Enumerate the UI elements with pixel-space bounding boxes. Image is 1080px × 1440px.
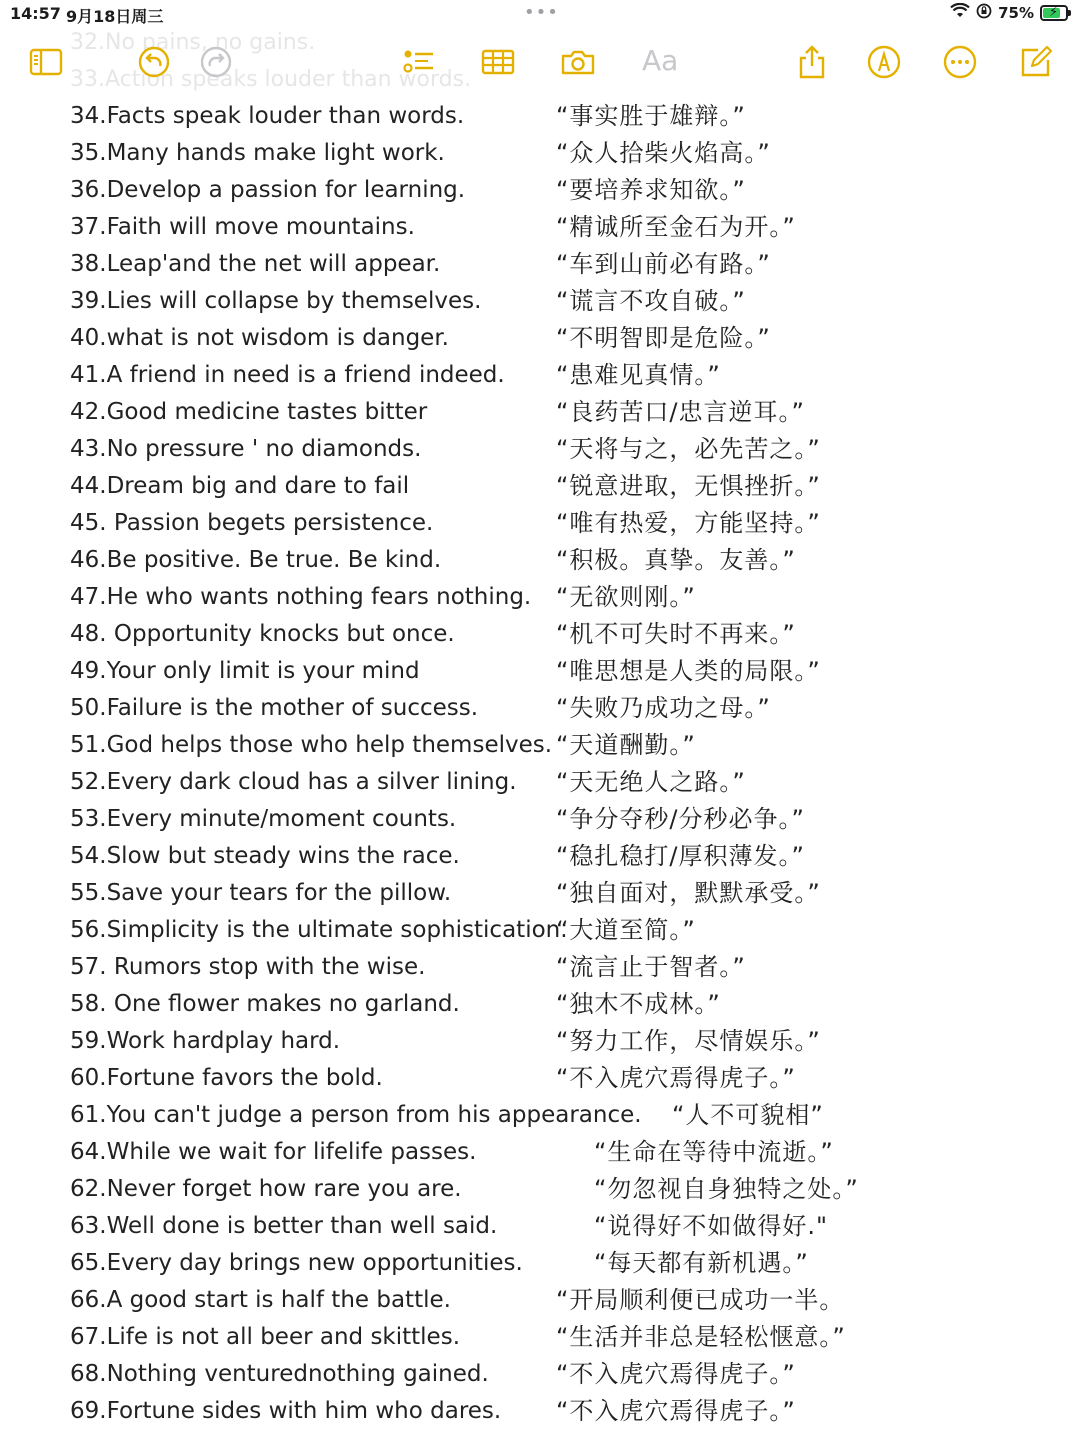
- english-proverb: 57. Rumors stop with the wise.: [70, 954, 426, 980]
- english-proverb: 53.Every minute/moment counts.: [70, 806, 457, 832]
- notes-toolbar: [0, 32, 1080, 88]
- chinese-translation: “无欲则刚。”: [556, 583, 696, 611]
- english-proverb: 62.Never forget how rare you are.: [70, 1176, 462, 1202]
- chinese-translation: “众人拾柴火焰高。”: [556, 139, 771, 167]
- english-proverb: 50.Failure is the mother of success.: [70, 695, 479, 721]
- english-proverb: 52.Every dark cloud has a silver lining.: [70, 769, 517, 795]
- english-proverb: 54.Slow but steady wins the race.: [70, 843, 460, 869]
- note-line[interactable]: [0, 727, 1080, 764]
- undo-icon: [136, 44, 172, 80]
- chinese-translation: “大道至简。”: [556, 916, 696, 944]
- markup-button[interactable]: [864, 42, 904, 82]
- note-line[interactable]: [0, 209, 1080, 246]
- battery-icon: [1040, 5, 1068, 21]
- english-proverb: 44.Dream big and dare to fail: [70, 473, 410, 499]
- chinese-translation: “人不可貌相”: [672, 1101, 824, 1129]
- chinese-translation: “生命在等待中流逝。”: [594, 1138, 834, 1166]
- note-line[interactable]: [0, 246, 1080, 283]
- charging-bolt-icon: ⚡: [1049, 5, 1059, 20]
- note-line[interactable]: [0, 394, 1080, 431]
- share-icon: [794, 44, 830, 80]
- note-line[interactable]: [0, 1319, 1080, 1356]
- chinese-translation: “每天都有新机遇。”: [594, 1249, 809, 1277]
- chinese-translation: “要培养求知欲。”: [556, 176, 746, 204]
- status-bar: [0, 0, 1080, 28]
- wifi-icon: [950, 3, 970, 23]
- status-date: 9月18日周三: [66, 7, 164, 26]
- note-line[interactable]: [0, 1134, 1080, 1171]
- chinese-translation: “说得好不如做得好.": [594, 1212, 829, 1240]
- english-proverb: 55.Save your tears for the pillow.: [70, 880, 452, 906]
- more-options-button[interactable]: [940, 42, 980, 82]
- chinese-translation: “勿忽视自身独特之处。”: [594, 1175, 859, 1203]
- chinese-translation: “锐意进取，无惧挫折。”: [556, 472, 821, 500]
- chinese-translation: “不入虎穴焉得虎子。”: [556, 1064, 796, 1092]
- camera-button[interactable]: [558, 42, 598, 82]
- english-proverb: 41.A friend in need is a friend indeed.: [70, 362, 505, 388]
- english-proverb: 45. Passion begets persistence.: [70, 510, 434, 536]
- chinese-translation: “良药苦口/忠言逆耳。”: [556, 398, 805, 426]
- note-line[interactable]: [0, 1393, 1080, 1430]
- note-line[interactable]: [0, 764, 1080, 801]
- compose-icon: [1018, 44, 1054, 80]
- chinese-translation: “事实胜于雄辩。”: [556, 102, 746, 130]
- chinese-translation: “唯有热爱，方能坚持。”: [556, 509, 821, 537]
- chinese-translation: “稳扎稳打/厚积薄发。”: [556, 842, 805, 870]
- chinese-translation: “不入虎穴焉得虎子。”: [556, 1360, 796, 1388]
- chinese-translation: “流言止于智者。”: [556, 953, 746, 981]
- english-proverb: 66.A good start is half the battle.: [70, 1287, 451, 1313]
- redo-icon: [198, 44, 234, 80]
- chinese-translation: “积极。真挚。友善。”: [556, 546, 796, 574]
- note-line[interactable]: [0, 1097, 1080, 1134]
- battery-percent: 75%: [998, 4, 1034, 22]
- checklist-button[interactable]: [398, 42, 438, 82]
- note-line[interactable]: [0, 468, 1080, 505]
- note-line[interactable]: [0, 690, 1080, 727]
- english-proverb: 46.Be positive. Be true. Be kind.: [70, 547, 442, 573]
- english-proverb: 61.You can't judge a person from his appearance.: [70, 1102, 642, 1128]
- note-line[interactable]: [0, 431, 1080, 468]
- sidebar-toggle-button[interactable]: [26, 42, 66, 82]
- english-proverb: 35.Many hands make light work.: [70, 140, 445, 166]
- note-line[interactable]: [0, 172, 1080, 209]
- ghost-line: 32.No pains, no gains.: [70, 30, 316, 55]
- note-line[interactable]: [0, 1208, 1080, 1245]
- chinese-translation: “失败乃成功之母。”: [556, 694, 771, 722]
- english-proverb: 38.Leap'and the net will appear.: [70, 251, 441, 277]
- chinese-translation: “努力工作，尽情娱乐。”: [556, 1027, 821, 1055]
- english-proverb: 47.He who wants nothing fears nothing.: [70, 584, 532, 610]
- english-proverb: 58. One flower makes no garland.: [70, 991, 460, 1017]
- undo-button[interactable]: [134, 42, 174, 82]
- note-line[interactable]: [0, 653, 1080, 690]
- chinese-translation: “患难见真情。”: [556, 361, 721, 389]
- note-line[interactable]: [0, 1245, 1080, 1282]
- new-note-button[interactable]: [1016, 42, 1056, 82]
- share-button[interactable]: [792, 42, 832, 82]
- note-line[interactable]: [0, 357, 1080, 394]
- table-button[interactable]: [478, 42, 518, 82]
- english-proverb: 63.Well done is better than well said.: [70, 1213, 498, 1239]
- chinese-translation: “独木不成林。”: [556, 990, 721, 1018]
- chinese-translation: “独自面对，默默承受。”: [556, 879, 821, 907]
- note-line[interactable]: [0, 1060, 1080, 1097]
- chinese-translation: “天无绝人之路。”: [556, 768, 746, 796]
- english-proverb: 43.No pressure ' no diamonds.: [70, 436, 422, 462]
- orientation-lock-icon: [976, 3, 992, 23]
- note-line[interactable]: [0, 579, 1080, 616]
- note-line[interactable]: [0, 616, 1080, 653]
- english-proverb: 51.God helps those who help themselves.: [70, 732, 553, 758]
- status-time: 14:57: [10, 4, 61, 23]
- pen-markup-icon: [866, 44, 902, 80]
- note-line[interactable]: [0, 838, 1080, 875]
- note-line[interactable]: [0, 912, 1080, 949]
- chinese-translation: “生活并非总是轻松惬意。”: [556, 1323, 846, 1351]
- english-proverb: 56.Simplicity is the ultimate sophistication.: [70, 917, 568, 943]
- ghost-line: 33.Action speaks louder than words.: [70, 67, 472, 92]
- english-proverb: 39.Lies will collapse by themselves.: [70, 288, 482, 314]
- english-proverb: 68.Nothing venturednothing gained.: [70, 1361, 489, 1387]
- note-line[interactable]: [0, 1282, 1080, 1319]
- chinese-translation: “机不可失时不再来。”: [556, 620, 796, 648]
- english-proverb: 48. Opportunity knocks but once.: [70, 621, 455, 647]
- english-proverb: 49.Your only limit is your mind: [70, 658, 420, 684]
- note-line[interactable]: [0, 1023, 1080, 1060]
- english-proverb: 42.Good medicine tastes bitter: [70, 399, 428, 425]
- note-line[interactable]: [0, 986, 1080, 1023]
- chinese-translation: “争分夺秒/分秒必争。”: [556, 805, 805, 833]
- chinese-translation: “不明智即是危险。”: [556, 324, 771, 352]
- chinese-translation: “开局顺利便已成功一半。: [556, 1286, 845, 1314]
- status-indicators: [950, 3, 1068, 23]
- note-line[interactable]: [0, 1171, 1080, 1208]
- english-proverb: 34.Facts speak louder than words.: [70, 103, 465, 129]
- note-line[interactable]: [0, 542, 1080, 579]
- note-line[interactable]: [0, 875, 1080, 912]
- note-line[interactable]: [0, 949, 1080, 986]
- chinese-translation: “唯思想是人类的局限。”: [556, 657, 821, 685]
- english-proverb: 65.Every day brings new opportunities.: [70, 1250, 523, 1276]
- note-line[interactable]: [0, 98, 1080, 135]
- chinese-translation: “精诚所至金石为开。”: [556, 213, 796, 241]
- english-proverb: 60.Fortune favors the bold.: [70, 1065, 383, 1091]
- english-proverb: 37.Faith will move mountains.: [70, 214, 415, 240]
- note-line[interactable]: [0, 135, 1080, 172]
- english-proverb: 36.Develop a passion for learning.: [70, 177, 466, 203]
- format-text-button[interactable]: Aa: [642, 44, 679, 77]
- chinese-translation: “车到山前必有路。”: [556, 250, 771, 278]
- redo-button[interactable]: [196, 42, 236, 82]
- english-proverb: 64.While we wait for lifelife passes.: [70, 1139, 477, 1165]
- sidebar-icon: [28, 44, 64, 80]
- chinese-translation: “天将与之，必先苦之。”: [556, 435, 821, 463]
- english-proverb: 40.what is not wisdom is danger.: [70, 325, 449, 351]
- note-line[interactable]: [0, 505, 1080, 542]
- checklist-icon: [400, 44, 436, 80]
- english-proverb: 59.Work hardplay hard.: [70, 1028, 341, 1054]
- chinese-translation: “谎言不攻自破。”: [556, 287, 746, 315]
- note-line[interactable]: [0, 320, 1080, 357]
- note-line[interactable]: [0, 283, 1080, 320]
- chinese-translation: “天道酬勤。”: [556, 731, 696, 759]
- english-proverb: 69.Fortune sides with him who dares.: [70, 1398, 502, 1424]
- chinese-translation: “不入虎穴焉得虎子。”: [556, 1397, 796, 1425]
- camera-icon: [560, 44, 596, 80]
- note-line[interactable]: [0, 1356, 1080, 1393]
- english-proverb: 67.Life is not all beer and skittles.: [70, 1324, 461, 1350]
- table-icon: [480, 44, 516, 80]
- more-icon: [942, 44, 978, 80]
- multitasking-dots[interactable]: •••: [524, 2, 559, 23]
- note-line[interactable]: [0, 801, 1080, 838]
